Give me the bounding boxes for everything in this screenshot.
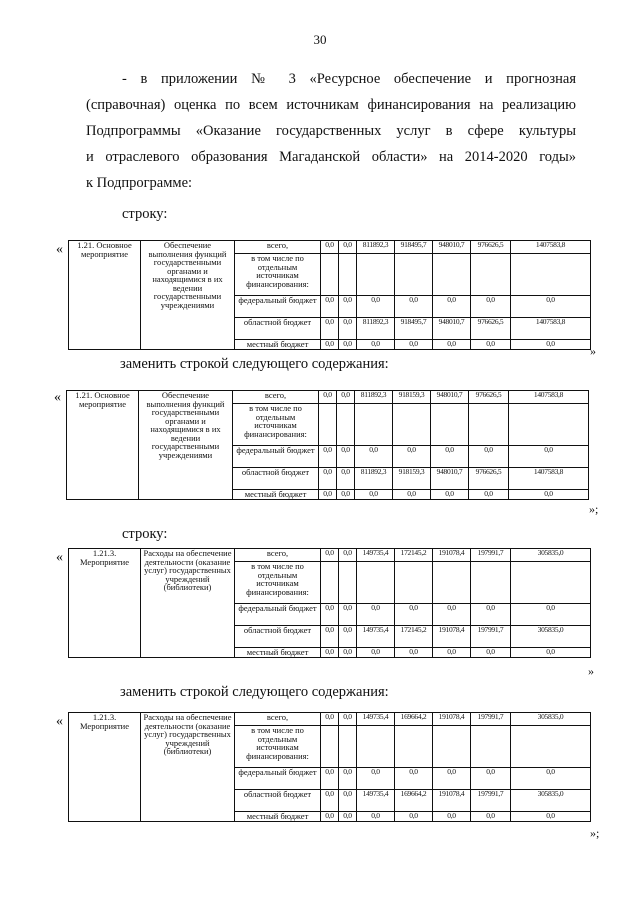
table-row — [69, 713, 591, 726]
measure-description: Расходы на обеспечение деятельности (оказание услуг) государственных учреждений (библиотеки) — [141, 549, 235, 658]
value-cell: 0,0 — [357, 340, 395, 350]
empty-cell — [509, 404, 589, 446]
value-cell: 0,0 — [433, 604, 471, 626]
finance-table — [68, 548, 591, 658]
value-cell: 0,0 — [395, 340, 433, 350]
value-cell: 0,0 — [355, 490, 393, 500]
value-cell: 0,0 — [321, 812, 339, 822]
value-cell: 0,0 — [469, 446, 509, 468]
value-cell: 149735,4 — [357, 790, 395, 812]
value-cell: 191078,4 — [433, 713, 471, 726]
source-regional: областной бюджет — [235, 626, 321, 648]
empty-cell — [433, 254, 471, 296]
intro-paragraph — [86, 66, 576, 196]
value-cell: 0,0 — [321, 318, 339, 340]
empty-cell — [433, 726, 471, 768]
value-cell: 0,0 — [357, 648, 395, 658]
intro-line: к Подпрограмме: — [86, 175, 193, 191]
value-cell: 0,0 — [337, 446, 355, 468]
value-cell: 0,0 — [339, 241, 357, 254]
value-cell: 0,0 — [321, 241, 339, 254]
empty-cell — [357, 726, 395, 768]
value-cell: 976626,5 — [469, 391, 509, 404]
value-cell: 0,0 — [321, 549, 339, 562]
value-cell: 149735,4 — [357, 549, 395, 562]
value-cell: 918495,7 — [395, 318, 433, 340]
quote-close: » — [590, 344, 596, 358]
value-cell: 1407583,8 — [509, 391, 589, 404]
value-cell: 305835,0 — [511, 790, 591, 812]
value-cell: 0,0 — [339, 768, 357, 790]
empty-cell — [471, 254, 511, 296]
empty-cell — [511, 254, 591, 296]
quote-close: »; — [590, 826, 600, 840]
value-cell: 0,0 — [319, 446, 337, 468]
value-cell: 0,0 — [339, 648, 357, 658]
value-cell: 0,0 — [511, 296, 591, 318]
quote-open: « — [56, 550, 63, 565]
source-local: местный бюджет — [235, 648, 321, 658]
value-cell: 0,0 — [339, 604, 357, 626]
value-cell: 197991,7 — [471, 713, 511, 726]
empty-cell — [393, 404, 431, 446]
value-cell: 197991,7 — [471, 549, 511, 562]
value-cell: 0,0 — [339, 713, 357, 726]
empty-cell — [321, 726, 339, 768]
value-cell: 948010,7 — [431, 391, 469, 404]
finance-table — [66, 390, 589, 500]
value-cell: 172145,2 — [395, 549, 433, 562]
empty-cell — [339, 562, 357, 604]
value-cell: 0,0 — [319, 468, 337, 490]
value-cell: 948010,7 — [431, 468, 469, 490]
label-zamenit: заменить строкой следующего содержания: — [120, 356, 389, 372]
value-cell: 0,0 — [357, 812, 395, 822]
value-cell: 0,0 — [395, 296, 433, 318]
table-row — [67, 391, 589, 404]
value-cell: 0,0 — [469, 490, 509, 500]
value-cell: 191078,4 — [433, 549, 471, 562]
page-number: 30 — [313, 32, 327, 47]
value-cell: 0,0 — [433, 296, 471, 318]
empty-cell — [511, 562, 591, 604]
value-cell: 197991,7 — [471, 626, 511, 648]
value-cell: 0,0 — [321, 768, 339, 790]
empty-cell — [471, 562, 511, 604]
value-cell: 918495,7 — [395, 241, 433, 254]
empty-cell — [395, 562, 433, 604]
intro-line: - в приложении № 3 «Ресурсное обеспечение и прогнозная — [122, 71, 576, 87]
value-cell: 0,0 — [471, 296, 511, 318]
value-cell: 305835,0 — [511, 626, 591, 648]
source-federal: федеральный бюджет — [235, 768, 321, 790]
value-cell: 0,0 — [339, 340, 357, 350]
value-cell: 0,0 — [357, 768, 395, 790]
value-cell: 0,0 — [321, 648, 339, 658]
value-cell: 0,0 — [339, 790, 357, 812]
value-cell: 0,0 — [337, 490, 355, 500]
source-federal: федеральный бюджет — [235, 604, 321, 626]
value-cell: 0,0 — [357, 604, 395, 626]
value-cell: 0,0 — [433, 340, 471, 350]
empty-cell — [357, 254, 395, 296]
empty-cell — [433, 562, 471, 604]
value-cell: 0,0 — [321, 296, 339, 318]
value-cell: 169664,2 — [395, 713, 433, 726]
value-cell: 0,0 — [393, 490, 431, 500]
value-cell: 0,0 — [339, 296, 357, 318]
source-local: местный бюджет — [233, 490, 319, 500]
value-cell: 0,0 — [431, 446, 469, 468]
empty-cell — [471, 726, 511, 768]
value-cell: 1407583,8 — [511, 241, 591, 254]
empty-cell — [337, 404, 355, 446]
value-cell: 305835,0 — [511, 549, 591, 562]
source-local: местный бюджет — [235, 812, 321, 822]
empty-cell — [321, 254, 339, 296]
quote-close: » — [588, 664, 594, 678]
intro-line: и отраслевого образования Магаданской области» на 2014-2020 годы» — [86, 149, 576, 165]
measure-number: 1.21.3. Мероприятие — [69, 549, 141, 658]
value-cell: 0,0 — [395, 604, 433, 626]
source-including: в том числе по отдельным источникам финансирования: — [235, 726, 321, 768]
value-cell: 0,0 — [337, 391, 355, 404]
value-cell: 149735,4 — [357, 626, 395, 648]
quote-close: »; — [589, 502, 599, 516]
value-cell: 948010,7 — [433, 318, 471, 340]
value-cell: 0,0 — [395, 768, 433, 790]
finance-table — [68, 240, 591, 350]
value-cell: 0,0 — [355, 446, 393, 468]
value-cell: 811892,3 — [355, 468, 393, 490]
source-including: в том числе по отдельным источникам финансирования: — [235, 562, 321, 604]
measure-number: 1.21. Основное мероприятие — [69, 241, 141, 350]
measure-description: Расходы на обеспечение деятельности (оказание услуг) государственных учреждений (библиотеки) — [141, 713, 235, 822]
source-federal: федеральный бюджет — [235, 296, 321, 318]
source-regional: областной бюджет — [235, 318, 321, 340]
measure-description: Обеспечение выполнения функций государственными органами и находящимися в их ведении государственными учреждениями — [139, 391, 233, 500]
label-zamenit: заменить строкой следующего содержания: — [120, 684, 389, 700]
measure-description: Обеспечение выполнения функций государственными органами и находящимися в их ведении государственными учреждениями — [141, 241, 235, 350]
empty-cell — [431, 404, 469, 446]
value-cell: 0,0 — [321, 790, 339, 812]
empty-cell — [395, 726, 433, 768]
value-cell: 0,0 — [395, 648, 433, 658]
empty-cell — [339, 254, 357, 296]
source-regional: областной бюджет — [233, 468, 319, 490]
value-cell: 1407583,8 — [509, 468, 589, 490]
empty-cell — [357, 562, 395, 604]
value-cell: 0,0 — [339, 812, 357, 822]
value-cell: 0,0 — [471, 812, 511, 822]
value-cell: 0,0 — [509, 490, 589, 500]
value-cell: 0,0 — [511, 648, 591, 658]
measure-number: 1.21. Основное мероприятие — [67, 391, 139, 500]
value-cell: 0,0 — [509, 446, 589, 468]
value-cell: 0,0 — [511, 768, 591, 790]
value-cell: 0,0 — [511, 812, 591, 822]
quote-open: « — [56, 242, 63, 257]
empty-cell — [321, 562, 339, 604]
source-federal: федеральный бюджет — [233, 446, 319, 468]
value-cell: 0,0 — [339, 549, 357, 562]
source-total: всего, — [235, 713, 321, 726]
measure-number: 1.21.3. Мероприятие — [69, 713, 141, 822]
source-including: в том числе по отдельным источникам финансирования: — [233, 404, 319, 446]
source-total: всего, — [233, 391, 319, 404]
value-cell: 918159,3 — [393, 391, 431, 404]
value-cell: 976626,5 — [471, 318, 511, 340]
value-cell: 0,0 — [321, 340, 339, 350]
value-cell: 191078,4 — [433, 790, 471, 812]
value-cell: 0,0 — [471, 604, 511, 626]
value-cell: 948010,7 — [433, 241, 471, 254]
table-row — [69, 241, 591, 254]
value-cell: 1407583,8 — [511, 318, 591, 340]
empty-cell — [319, 404, 337, 446]
value-cell: 918159,3 — [393, 468, 431, 490]
label-stroku: строку: — [122, 206, 168, 222]
value-cell: 191078,4 — [433, 626, 471, 648]
empty-cell — [511, 726, 591, 768]
value-cell: 169664,2 — [395, 790, 433, 812]
value-cell: 0,0 — [319, 490, 337, 500]
value-cell: 0,0 — [433, 812, 471, 822]
value-cell: 197991,7 — [471, 790, 511, 812]
value-cell: 0,0 — [357, 296, 395, 318]
value-cell: 0,0 — [339, 318, 357, 340]
value-cell: 305835,0 — [511, 713, 591, 726]
value-cell: 0,0 — [337, 468, 355, 490]
intro-line: (справочная) оценка по всем источникам финансирования на реализацию — [86, 97, 576, 113]
source-total: всего, — [235, 241, 321, 254]
value-cell: 0,0 — [433, 768, 471, 790]
value-cell: 0,0 — [433, 648, 471, 658]
table-row — [69, 549, 591, 562]
intro-line: Подпрограммы «Оказание государственных услуг в сфере культуры — [86, 123, 576, 139]
value-cell: 0,0 — [321, 713, 339, 726]
value-cell: 0,0 — [339, 626, 357, 648]
value-cell: 811892,3 — [357, 241, 395, 254]
finance-table — [68, 712, 591, 822]
value-cell: 149735,4 — [357, 713, 395, 726]
label-stroku: строку: — [122, 526, 168, 542]
value-cell: 0,0 — [321, 626, 339, 648]
quote-open: « — [56, 714, 63, 729]
empty-cell — [395, 254, 433, 296]
value-cell: 172145,2 — [395, 626, 433, 648]
quote-open: « — [54, 390, 61, 405]
value-cell: 0,0 — [511, 604, 591, 626]
empty-cell — [355, 404, 393, 446]
value-cell: 0,0 — [431, 490, 469, 500]
value-cell: 0,0 — [471, 768, 511, 790]
source-local: местный бюджет — [235, 340, 321, 350]
value-cell: 0,0 — [321, 604, 339, 626]
value-cell: 976626,5 — [469, 468, 509, 490]
empty-cell — [339, 726, 357, 768]
value-cell: 0,0 — [511, 340, 591, 350]
value-cell: 811892,3 — [355, 391, 393, 404]
value-cell: 0,0 — [471, 648, 511, 658]
value-cell: 811892,3 — [357, 318, 395, 340]
source-regional: областной бюджет — [235, 790, 321, 812]
value-cell: 0,0 — [471, 340, 511, 350]
value-cell: 0,0 — [319, 391, 337, 404]
value-cell: 0,0 — [393, 446, 431, 468]
empty-cell — [469, 404, 509, 446]
value-cell: 976626,5 — [471, 241, 511, 254]
source-total: всего, — [235, 549, 321, 562]
source-including: в том числе по отдельным источникам финансирования: — [235, 254, 321, 296]
value-cell: 0,0 — [395, 812, 433, 822]
